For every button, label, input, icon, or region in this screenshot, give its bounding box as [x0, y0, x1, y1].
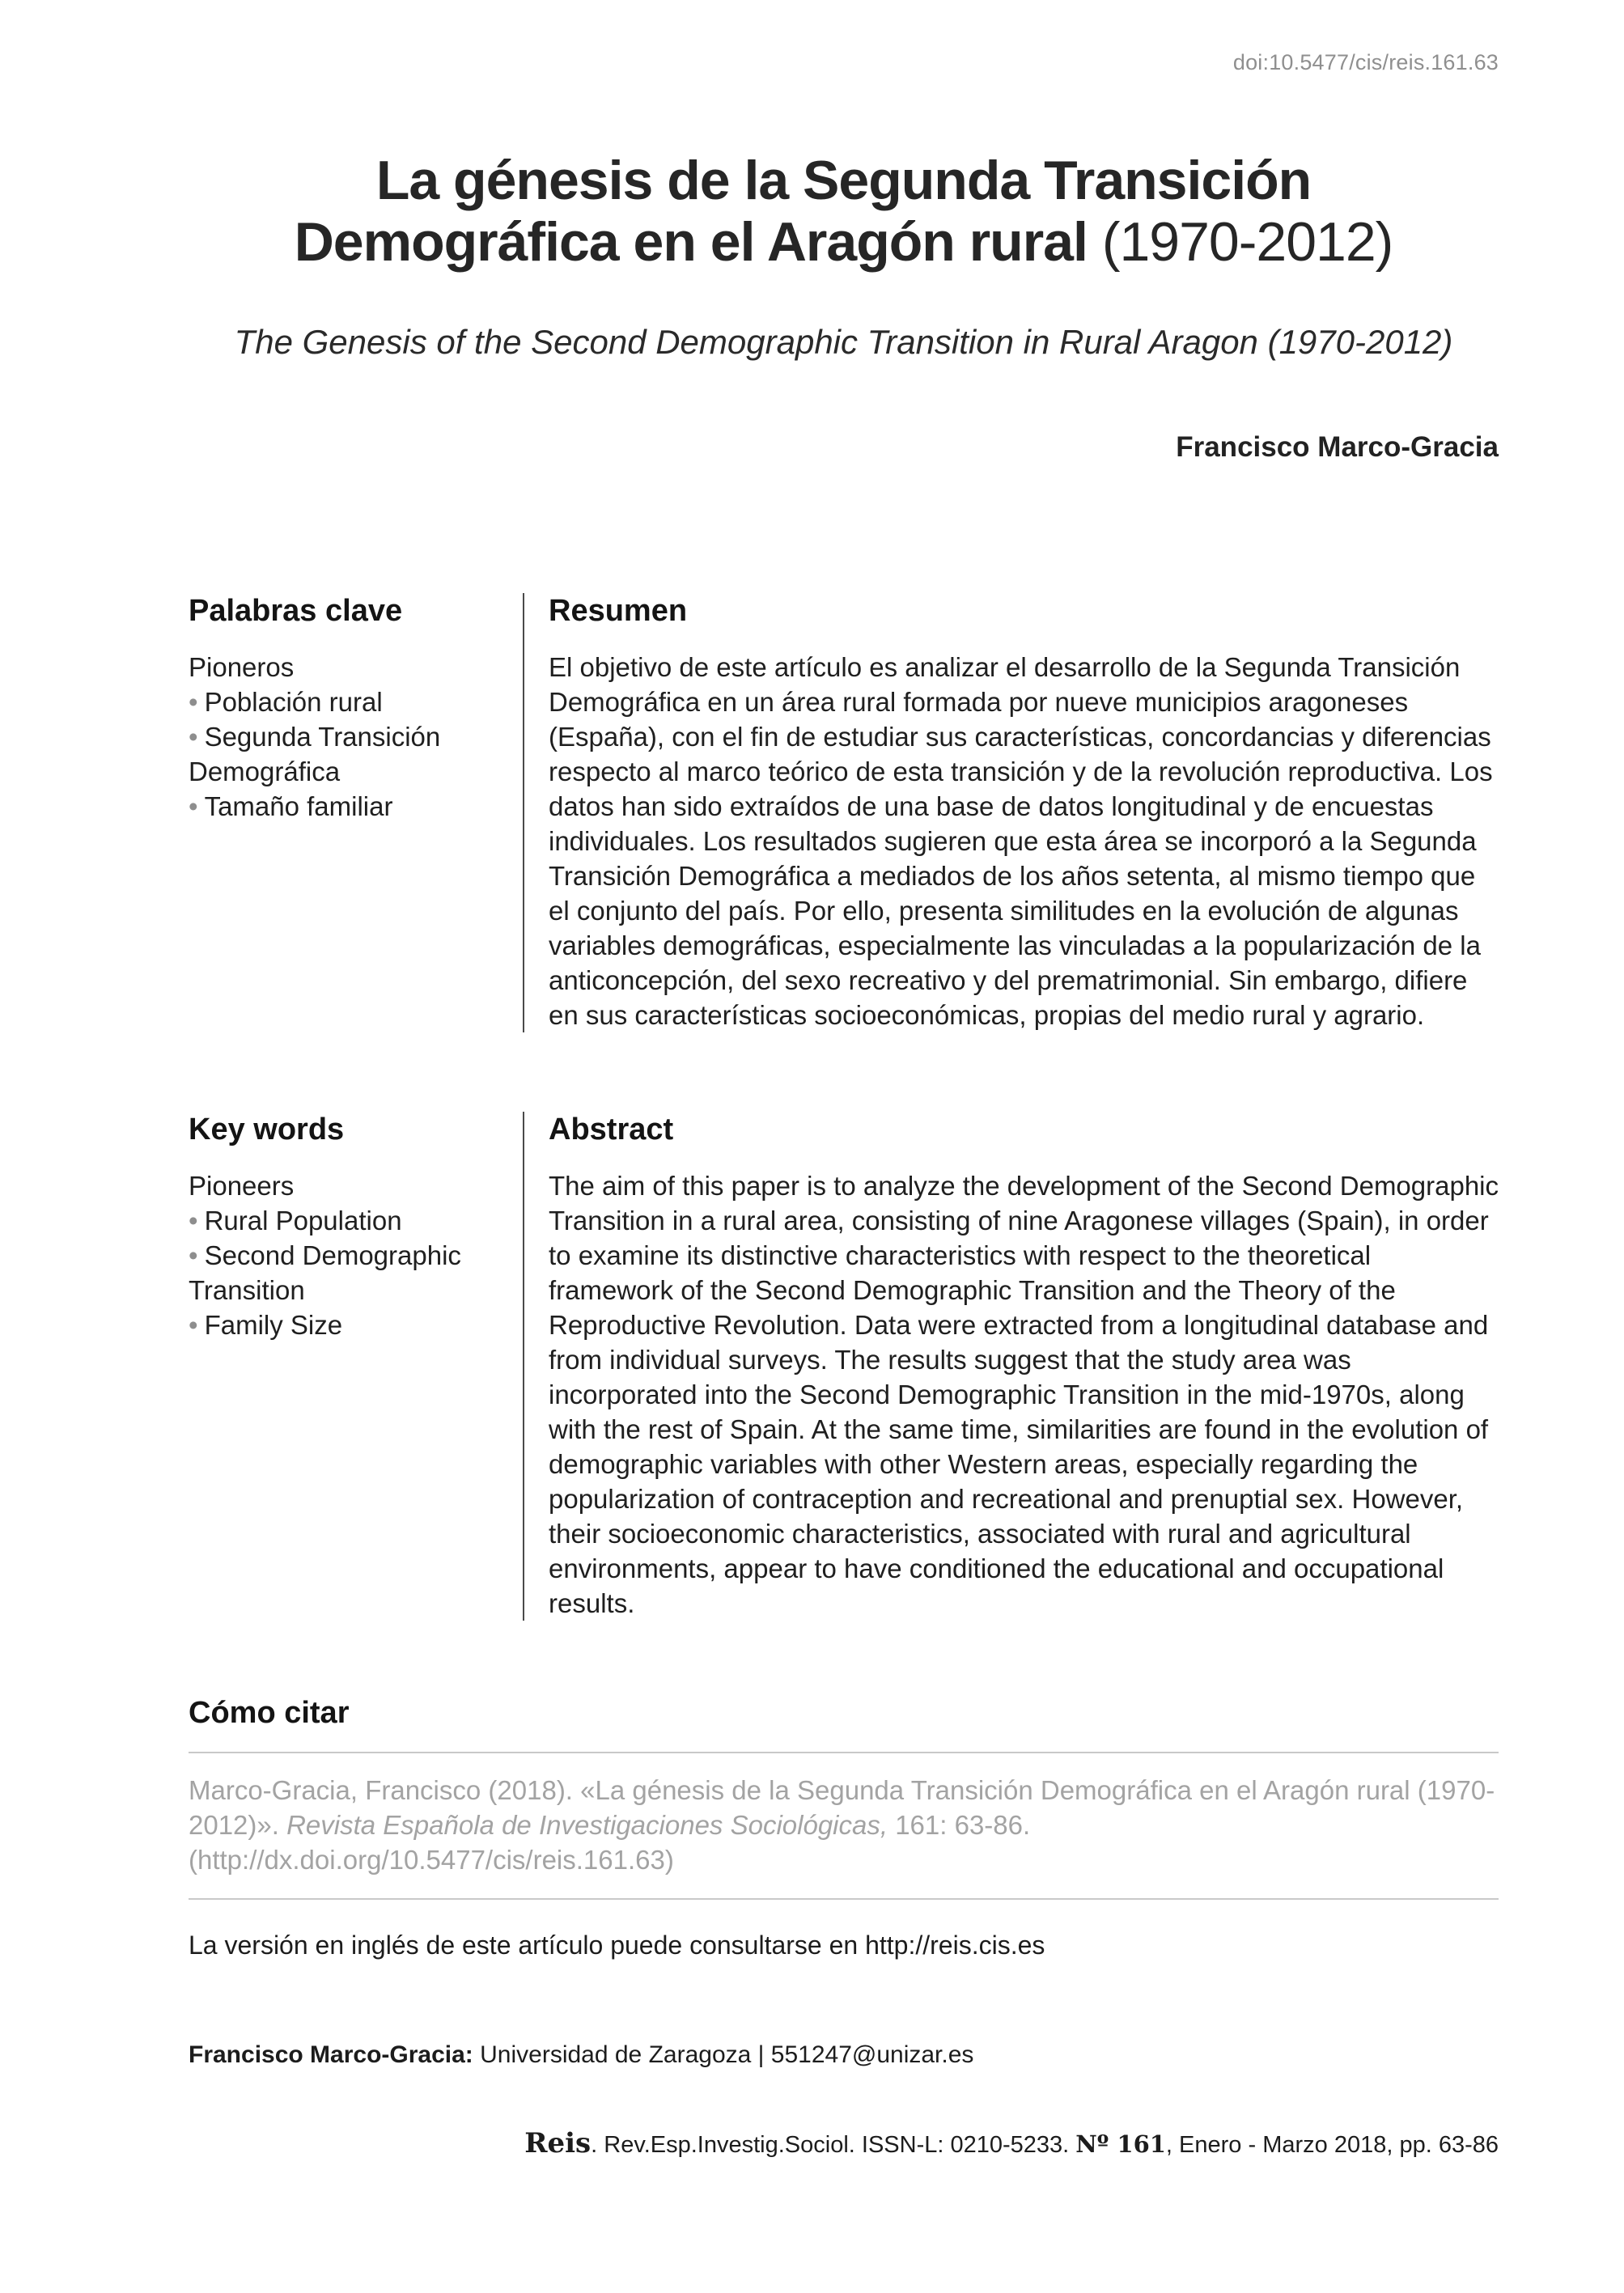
keyword-item: [189, 685, 507, 719]
palabras-clave-heading: Palabras clave: [189, 594, 403, 628]
bullet-icon: •: [189, 1240, 198, 1270]
divider-rule-top: [189, 1752, 1499, 1753]
citation-part2: 161: 63-86. (http://dx.doi.org/10.5477/cis/reis.161.63): [189, 1810, 1031, 1875]
article-title-en: The Genesis of the Second Demographic Transition in Rural Aragon (1970-2012): [234, 323, 1453, 361]
como-citar-heading: Cómo citar: [189, 1696, 350, 1730]
abstract-heading: Abstract: [549, 1113, 674, 1146]
journal-logo-text: Reis: [524, 2127, 592, 2159]
title-year: (1970-2012): [1101, 211, 1393, 273]
english-version-note: La versión en inglés de este artículo puede consultarse en http://reis.cis.es: [189, 1931, 1045, 1960]
abstract-column: [524, 1112, 1499, 1621]
bullet-icon: •: [189, 722, 198, 752]
keyword-label: Población rural: [204, 687, 383, 717]
keyword-label: Second Demographic Transition: [189, 1240, 461, 1305]
keyword-item: [189, 789, 507, 824]
key-words-column: [189, 1112, 523, 1621]
journal-info: . Rev.Esp.Investig.Sociol. ISSN-L: 0210-5233.: [591, 2132, 1076, 2158]
spanish-abstract-row: [189, 593, 1499, 1032]
divider-rule-bottom: [189, 1898, 1499, 1900]
title-line2: Demográfica en el Aragón rural: [294, 211, 1088, 273]
abstract-sections: [189, 593, 1499, 1621]
citation-journal-name: Revista Española de Investigaciones Sociológicas,: [286, 1810, 888, 1840]
author-name: Francisco Marco-Gracia: [1176, 431, 1499, 463]
keyword-item: [189, 1203, 507, 1238]
issue-details: , Enero - Marzo 2018, pp. 63-86: [1165, 2132, 1499, 2158]
keyword-label: Family Size: [204, 1310, 343, 1340]
como-citar-section: [189, 1695, 1499, 1960]
citation-text: [189, 1773, 1499, 1877]
affiliation-details: Universidad de Zaragoza | 551247@unizar.es: [473, 2041, 974, 2068]
doi-line: doi:10.5477/cis/reis.161.63: [1232, 50, 1499, 74]
key-words-heading: Key words: [189, 1113, 345, 1146]
english-abstract-row: [189, 1112, 1499, 1621]
keyword-item: Pioneers: [189, 1171, 295, 1201]
resumen-column: [524, 593, 1499, 1032]
keyword-item: [189, 1308, 507, 1342]
keyword-item: Pioneros: [189, 652, 295, 682]
bullet-icon: •: [189, 791, 198, 821]
title-line1: La génesis de la Segunda Transición: [375, 150, 1312, 211]
affiliation-author-name: Francisco Marco-Gracia:: [189, 2041, 473, 2068]
bullet-icon: •: [189, 687, 198, 717]
article-title-es: [189, 150, 1499, 273]
abstract-text: The aim of this paper is to analyze the development of the Second Demographic Transition in a rural area, consisting of nine Aragonese villages (Spain), in order to examine its distinctive characteristics with respect to the theoretical framework of the Second Demographic Transition and the Theory of the Reproductive Revolution. Data were extracted from a longitudinal database and from individual surveys. The results suggest that the study area was incorporated into the Second Demographic Transition in the mid-1970s, along with the rest of Spain. At the same time, similarities are found in the evolution of demographic variables with other Western areas, especially regarding the popularization of contraception and recreational and prenuptial sex. However, their socioeconomic characteristics, associated with rural and agricultural environments, appear to have conditioned the educational and occupational results.: [549, 1171, 1499, 1618]
author-affiliation: [189, 2041, 1499, 2069]
resumen-text: El objetivo de este artículo es analizar el desarrollo de la Segunda Transición Demográfica en un área rural formada por nueve municipios aragoneses (España), con el fin de estudiar sus características, concordancias y diferencias respecto al marco teórico de esta transición y de la revolución reproductiva. Los datos han sido extraídos de una base de datos longitudinal y de encuestas individuales. Los resultados sugieren que esta área se incorporó a la Segunda Transición Demográfica a mediados de los años setenta, al mismo tiempo que el conjunto del país. Por ello, presenta similitudes en la evolución de algunas variables demográficas, especialmente las vinculadas a la popularización de la anticoncepción, del sexo recreativo y del prematrimonial. Sin embargo, difiere en sus características socioeconómicas, propias del medio rural y agrario.: [549, 652, 1493, 1030]
resumen-heading: Resumen: [549, 594, 688, 628]
keyword-label: Segunda Transición Demográfica: [189, 722, 441, 786]
bullet-icon: •: [189, 1310, 198, 1340]
bullet-icon: •: [189, 1206, 198, 1236]
keyword-label: Tamaño familiar: [204, 791, 393, 821]
keyword-label: Rural Population: [204, 1206, 402, 1236]
issue-number: Nº 161: [1075, 2130, 1166, 2158]
keyword-item: [189, 719, 507, 789]
palabras-clave-column: [189, 593, 523, 1032]
citation-part1: Marco-Gracia, Francisco (2018). «La génesis de la Segunda Transición Demográfica en el Aragón rural (1970-2012)».: [189, 1775, 1495, 1840]
journal-footer: [189, 2127, 1499, 2159]
keyword-item: [189, 1238, 507, 1308]
